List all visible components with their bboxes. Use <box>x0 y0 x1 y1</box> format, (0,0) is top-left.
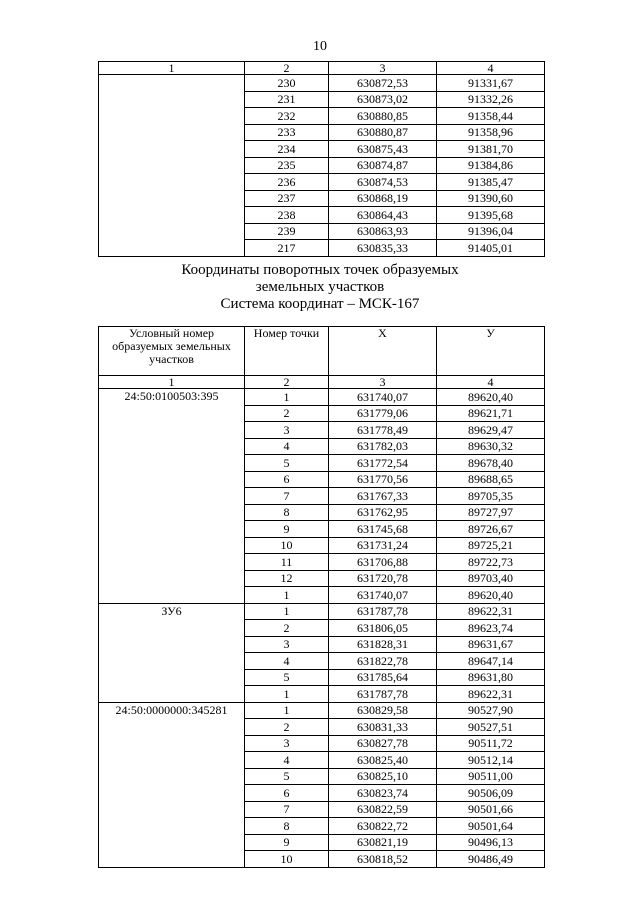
header-point-number: Номер точки <box>245 327 329 376</box>
point-number-cell: 4 <box>245 438 329 455</box>
x-cell: 631822,78 <box>329 653 437 670</box>
point-number-cell: 3 <box>245 636 329 653</box>
x-cell: 631828,31 <box>329 636 437 653</box>
point-number-cell: 1 <box>245 702 329 719</box>
point-number-cell: 1 <box>245 587 329 604</box>
x-cell: 630818,52 <box>329 851 437 868</box>
y-cell: 89705,35 <box>437 488 545 505</box>
y-cell: 91358,96 <box>437 124 545 141</box>
point-number-cell: 10 <box>245 537 329 554</box>
point-number-cell: 238 <box>245 207 329 224</box>
x-cell: 630874,87 <box>329 157 437 174</box>
x-cell: 630864,43 <box>329 207 437 224</box>
point-number-cell: 1 <box>245 686 329 703</box>
point-number-cell: 2 <box>245 719 329 736</box>
table-row <box>99 603 545 620</box>
column-number: 3 <box>329 376 437 389</box>
column-number-row <box>99 62 545 75</box>
point-number-cell: 5 <box>245 669 329 686</box>
y-cell: 89727,97 <box>437 504 545 521</box>
y-cell: 91358,44 <box>437 108 545 125</box>
point-number-cell: 4 <box>245 752 329 769</box>
x-cell: 631745,68 <box>329 521 437 538</box>
title-line-3: Система координат – МСК-167 <box>220 296 420 312</box>
x-cell: 630829,58 <box>329 702 437 719</box>
point-number-cell: 237 <box>245 190 329 207</box>
point-number-cell: 9 <box>245 834 329 851</box>
x-cell: 631787,78 <box>329 686 437 703</box>
y-cell: 89631,67 <box>437 636 545 653</box>
y-cell: 89725,21 <box>437 537 545 554</box>
x-cell: 630875,43 <box>329 141 437 158</box>
y-cell: 89622,31 <box>437 686 545 703</box>
y-cell: 90506,09 <box>437 785 545 802</box>
x-cell: 630835,33 <box>329 240 437 257</box>
y-cell: 89622,31 <box>437 603 545 620</box>
point-number-cell: 12 <box>245 570 329 587</box>
point-number-cell: 3 <box>245 422 329 439</box>
table-row <box>99 702 545 719</box>
header-plot-number: Условный номер образуемых земельных участков <box>99 327 245 376</box>
column-number: 2 <box>245 376 329 389</box>
column-number: 2 <box>245 62 329 75</box>
page-number: 10 <box>313 39 327 54</box>
x-cell: 630827,78 <box>329 735 437 752</box>
y-cell: 89688,65 <box>437 471 545 488</box>
table-row <box>99 75 545 92</box>
point-number-cell: 8 <box>245 504 329 521</box>
x-cell: 630822,72 <box>329 818 437 835</box>
point-number-cell: 1 <box>245 603 329 620</box>
point-number-cell: 232 <box>245 108 329 125</box>
table-row <box>99 389 545 406</box>
point-number-cell: 1 <box>245 389 329 406</box>
plot-number-cell: 24:50:0100503:395 <box>99 389 245 604</box>
x-cell: 630868,19 <box>329 190 437 207</box>
column-number: 4 <box>437 376 545 389</box>
y-cell: 89647,14 <box>437 653 545 670</box>
x-cell: 630874,53 <box>329 174 437 191</box>
point-number-cell: 5 <box>245 768 329 785</box>
column-number: 4 <box>437 62 545 75</box>
point-number-cell: 6 <box>245 471 329 488</box>
point-number-cell: 3 <box>245 735 329 752</box>
plot-number-cell <box>99 75 245 257</box>
point-number-cell: 8 <box>245 818 329 835</box>
header-x: X <box>329 327 437 376</box>
point-number-cell: 235 <box>245 157 329 174</box>
point-number-cell: 2 <box>245 620 329 637</box>
point-number-cell: 236 <box>245 174 329 191</box>
x-cell: 630831,33 <box>329 719 437 736</box>
y-cell: 90486,49 <box>437 851 545 868</box>
x-cell: 630825,40 <box>329 752 437 769</box>
x-cell: 630873,02 <box>329 91 437 108</box>
point-number-cell: 233 <box>245 124 329 141</box>
y-cell: 91384,86 <box>437 157 545 174</box>
y-cell: 91332,26 <box>437 91 545 108</box>
y-cell: 90527,90 <box>437 702 545 719</box>
y-cell: 91395,68 <box>437 207 545 224</box>
y-cell: 91381,70 <box>437 141 545 158</box>
point-number-cell: 217 <box>245 240 329 257</box>
point-number-cell: 231 <box>245 91 329 108</box>
y-cell: 91331,67 <box>437 75 545 92</box>
y-cell: 90501,66 <box>437 801 545 818</box>
y-cell: 91385,47 <box>437 174 545 191</box>
section-title <box>0 262 640 313</box>
column-number: 1 <box>99 376 245 389</box>
title-line-2: земельных участков <box>255 279 385 295</box>
x-cell: 631772,54 <box>329 455 437 472</box>
point-number-cell: 4 <box>245 653 329 670</box>
point-number-cell: 5 <box>245 455 329 472</box>
column-number: 3 <box>329 62 437 75</box>
x-cell: 631782,03 <box>329 438 437 455</box>
x-cell: 631720,78 <box>329 570 437 587</box>
coordinates-table <box>98 326 545 868</box>
x-cell: 630872,53 <box>329 75 437 92</box>
y-cell: 91390,60 <box>437 190 545 207</box>
y-cell: 89630,32 <box>437 438 545 455</box>
y-cell: 89623,74 <box>437 620 545 637</box>
x-cell: 630880,85 <box>329 108 437 125</box>
y-cell: 89726,67 <box>437 521 545 538</box>
x-cell: 631740,07 <box>329 389 437 406</box>
x-cell: 630825,10 <box>329 768 437 785</box>
x-cell: 630880,87 <box>329 124 437 141</box>
point-number-cell: 7 <box>245 488 329 505</box>
x-cell: 631762,95 <box>329 504 437 521</box>
point-number-cell: 10 <box>245 851 329 868</box>
point-number-cell: 9 <box>245 521 329 538</box>
x-cell: 630863,93 <box>329 223 437 240</box>
y-cell: 89678,40 <box>437 455 545 472</box>
y-cell: 90511,72 <box>437 735 545 752</box>
plot-number-cell: 24:50:0000000:345281 <box>99 702 245 867</box>
x-cell: 631706,88 <box>329 554 437 571</box>
column-number: 1 <box>99 62 245 75</box>
y-cell: 89631,80 <box>437 669 545 686</box>
y-cell: 90501,64 <box>437 818 545 835</box>
y-cell: 89722,73 <box>437 554 545 571</box>
x-cell: 631770,56 <box>329 471 437 488</box>
x-cell: 631767,33 <box>329 488 437 505</box>
point-number-cell: 239 <box>245 223 329 240</box>
point-number-cell: 6 <box>245 785 329 802</box>
x-cell: 631787,78 <box>329 603 437 620</box>
point-number-cell: 2 <box>245 405 329 422</box>
y-cell: 89620,40 <box>437 587 545 604</box>
x-cell: 631740,07 <box>329 587 437 604</box>
title-line-1: Координаты поворотных точек образуемых <box>181 262 459 278</box>
y-cell: 90512,14 <box>437 752 545 769</box>
y-cell: 89703,40 <box>437 570 545 587</box>
y-cell: 89621,71 <box>437 405 545 422</box>
x-cell: 630822,59 <box>329 801 437 818</box>
x-cell: 631806,05 <box>329 620 437 637</box>
x-cell: 631785,64 <box>329 669 437 686</box>
y-cell: 91405,01 <box>437 240 545 257</box>
point-number-cell: 7 <box>245 801 329 818</box>
table-header-row <box>99 327 545 376</box>
coordinates-table-continued <box>98 61 545 257</box>
point-number-cell: 230 <box>245 75 329 92</box>
column-number-row <box>99 376 545 389</box>
point-number-cell: 11 <box>245 554 329 571</box>
y-cell: 90527,51 <box>437 719 545 736</box>
x-cell: 630823,74 <box>329 785 437 802</box>
plot-number-cell: ЗУ6 <box>99 603 245 702</box>
point-number-cell: 234 <box>245 141 329 158</box>
y-cell: 90511,00 <box>437 768 545 785</box>
x-cell: 631731,24 <box>329 537 437 554</box>
x-cell: 630821,19 <box>329 834 437 851</box>
y-cell: 89620,40 <box>437 389 545 406</box>
x-cell: 631779,06 <box>329 405 437 422</box>
header-y: У <box>437 327 545 376</box>
y-cell: 90496,13 <box>437 834 545 851</box>
y-cell: 89629,47 <box>437 422 545 439</box>
x-cell: 631778,49 <box>329 422 437 439</box>
y-cell: 91396,04 <box>437 223 545 240</box>
